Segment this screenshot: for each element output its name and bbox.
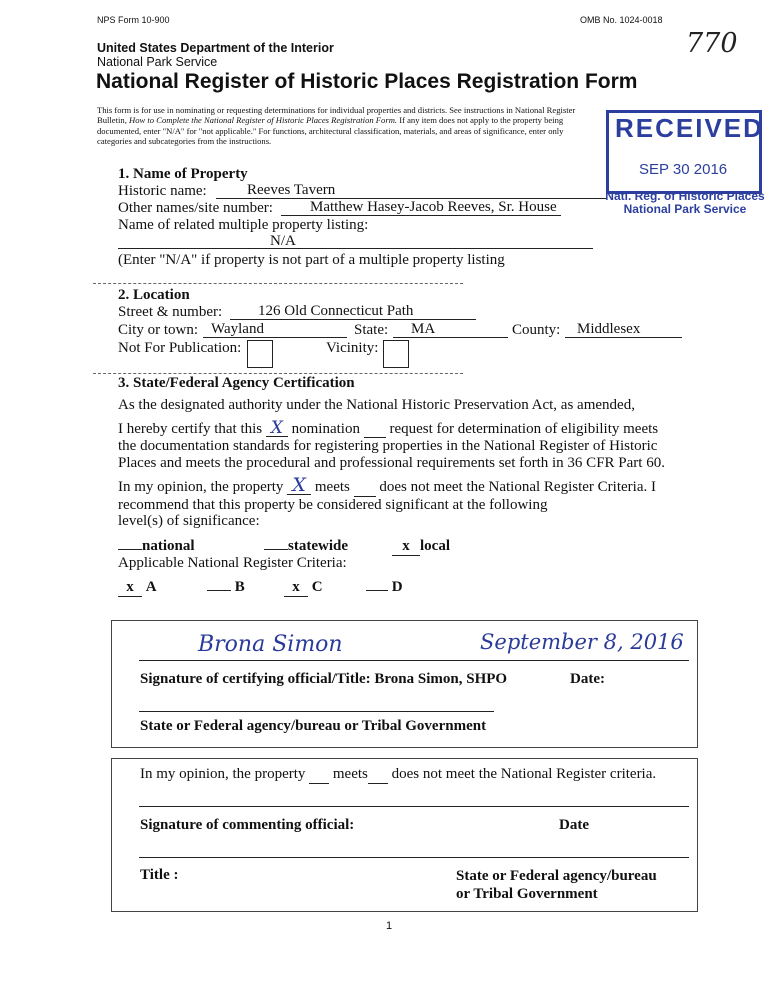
nomination-mark: X	[266, 420, 288, 438]
department: United States Department of the Interior	[97, 41, 334, 55]
certifying-signature-label: Signature of certifying official/Title: Brona Simon, SHPO	[140, 671, 508, 687]
commenting-date-label: Date	[559, 817, 589, 833]
criteria-d: D	[366, 579, 403, 596]
criteria-c: x C	[284, 579, 323, 597]
service: National Park Service	[97, 55, 218, 69]
street-value: 126 Old Connecticut Path	[258, 303, 414, 319]
not-for-publication-checkbox[interactable]	[247, 340, 273, 368]
multiple-listing-value: N/A	[270, 233, 296, 249]
state-label: State:	[354, 322, 389, 338]
section3-para: As the designated authority under the National Historic Preservation Act, as amended, I hereby certify that this X nomination request for determination of eligibility meets the documentation standards for registering properties in the National Register of Historic Places and meets the procedural and professional requirements set forth in 36 CFR Part 60. In my opinion, the property X meets does not meet the National Register Criteria. I recommend that this property be considered significant at the following level(s) of significance:	[118, 397, 665, 529]
intro-text: This form is for use in nominating or requesting determinations for individual properties and districts. See instructions in National Register Bulletin, How to Complete the National Register of Historic Places Registration Form. If any item does not apply to the property being documented, enter "N/A" for "not applicable." For functions, architectural classification, materials, and areas of significance, enter only categories and subcategories from the instructions.	[97, 105, 576, 147]
omb-number: OMB No. 1024-0018	[580, 15, 663, 25]
historic-name-label: Historic name:	[118, 183, 207, 199]
section3-heading: 3. State/Federal Agency Certification	[118, 375, 355, 391]
not-for-publication-label: Not For Publication:	[118, 340, 242, 356]
other-names-value: Matthew Hasey-Jacob Reeves, Sr. House	[310, 199, 557, 215]
page-number: 1	[386, 920, 393, 932]
city-value: Wayland	[211, 321, 264, 337]
historic-name-value: Reeves Tavern	[247, 182, 336, 198]
certifying-agency-label: State or Federal agency/bureau or Tribal Government	[140, 718, 487, 734]
commenting-signature-label: Signature of commenting official:	[140, 817, 355, 833]
form-id: NPS Form 10-900	[97, 15, 170, 25]
criteria-label: Applicable National Register Criteria:	[118, 555, 347, 571]
stamp-agency: Natl. Reg. of Historic Places National Park Service	[605, 189, 765, 216]
street-label: Street & number:	[118, 304, 223, 320]
handwritten-date: September 8, 2016	[480, 630, 684, 654]
commenting-title-label: Title :	[140, 867, 179, 883]
handwritten-signature: Brona Simon	[198, 632, 343, 657]
commenting-agency-label: State or Federal agency/bureau or Tribal Government	[456, 868, 657, 902]
other-names-label: Other names/site number:	[118, 200, 273, 216]
county-label: County:	[512, 322, 561, 338]
vicinity-label: Vicinity:	[326, 340, 379, 356]
criteria-b: B	[207, 579, 245, 596]
section2-heading: 2. Location	[118, 287, 190, 303]
level-national: national	[118, 538, 195, 555]
criteria-a: x A	[118, 579, 157, 597]
vicinity-checkbox[interactable]	[383, 340, 409, 368]
level-statewide: statewide	[264, 538, 348, 555]
page-title: National Register of Historic Places Registration Form	[96, 70, 638, 93]
multiple-listing-label: Name of related multiple property listing:	[118, 217, 369, 233]
stamp-date: SEP 30 2016	[639, 161, 728, 178]
received-stamp	[606, 110, 762, 194]
county-value: Middlesex	[577, 321, 641, 337]
multiple-listing-note: (Enter "N/A" if property is not part of a multiple property listing	[118, 252, 505, 268]
comment-opinion: In my opinion, the property meets does not meet the National Register criteria.	[140, 766, 657, 782]
city-label: City or town:	[118, 322, 199, 338]
stamp-received: RECEIVED	[615, 113, 764, 143]
certifying-date-label: Date:	[570, 671, 605, 687]
meets-mark: X	[287, 477, 311, 495]
handwritten-number: 770	[686, 28, 738, 59]
section1-heading: 1. Name of Property	[118, 166, 248, 182]
level-local: x local	[392, 538, 450, 556]
state-value: MA	[411, 321, 436, 337]
